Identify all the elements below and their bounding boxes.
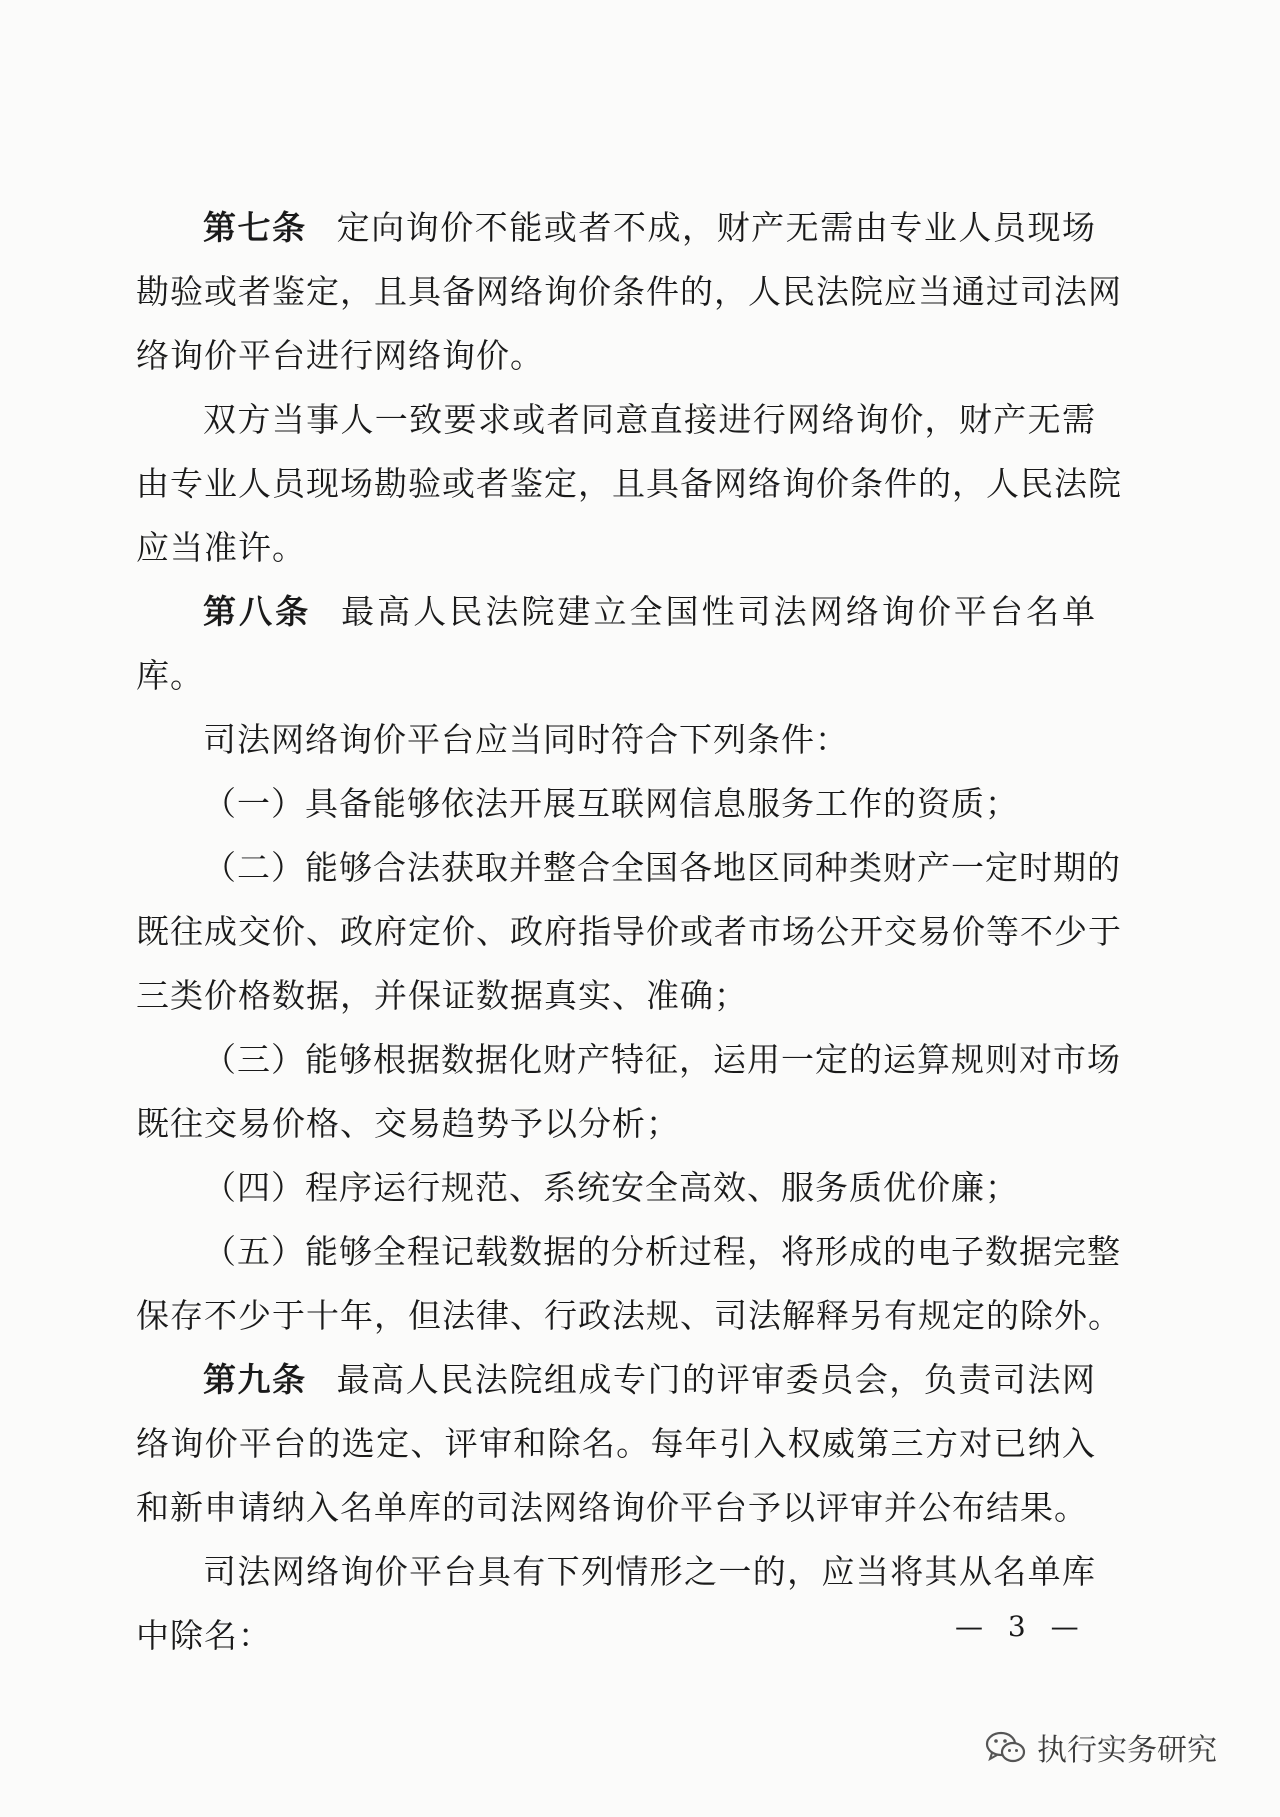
page-number: — 3 — bbox=[955, 1610, 1087, 1643]
paragraph-line bbox=[136, 324, 1096, 388]
line-text: （五）能够全程记载数据的分析过程，将形成的电子数据完整 bbox=[203, 1232, 1121, 1271]
line-text: 应当准许。 bbox=[136, 528, 306, 567]
paragraph-line bbox=[136, 772, 1096, 836]
line-text: 既往成交价、政府定价、政府指导价或者市场公开交易价等不少于 bbox=[136, 912, 1122, 951]
paragraph-line bbox=[136, 644, 1096, 708]
line-text: （二）能够合法获取并整合全国各地区同种类财产一定时期的 bbox=[203, 848, 1121, 887]
line-text: （四）程序运行规范、系统安全高效、服务质优价廉； bbox=[203, 1168, 1019, 1207]
paragraph-line bbox=[136, 1284, 1122, 1348]
paragraph-line bbox=[136, 1092, 1096, 1156]
article-heading: 第九条 bbox=[203, 1360, 307, 1399]
line-text: 勘验或者鉴定，且具备网络询价条件的，人民法院应当通过司法网 bbox=[136, 272, 1122, 311]
paragraph-line bbox=[136, 1220, 1121, 1284]
line-text: 保存不少于十年，但法律、行政法规、司法解释另有规定的除外。 bbox=[136, 1296, 1122, 1335]
line-text: 络询价平台的选定、评审和除名。每年引入权威第三方对已纳入 bbox=[136, 1424, 1096, 1463]
paragraph-line bbox=[136, 388, 1096, 452]
document-body bbox=[136, 196, 1122, 1668]
line-text: 中除名： bbox=[136, 1616, 272, 1655]
paragraph-line bbox=[136, 1540, 1096, 1604]
paragraph-line bbox=[136, 964, 1096, 1028]
line-text: 络询价平台进行网络询价。 bbox=[136, 336, 544, 375]
paragraph-line bbox=[136, 196, 1096, 260]
line-text: 司法网络询价平台具有下列情形之一的，应当将其从名单库 bbox=[203, 1552, 1096, 1591]
line-text: 由专业人员现场勘验或者鉴定，且具备网络询价条件的，人民法院 bbox=[136, 464, 1122, 503]
paragraph-line bbox=[136, 900, 1122, 964]
line-text: 最高人民法院建立全国性司法网络询价平台名单 bbox=[341, 592, 1097, 631]
article-heading: 第七条 bbox=[203, 208, 307, 247]
line-text: 司法网络询价平台应当同时符合下列条件： bbox=[203, 720, 849, 759]
paragraph-line bbox=[136, 260, 1122, 324]
line-text: 库。 bbox=[136, 656, 204, 695]
paragraph-line bbox=[136, 836, 1121, 900]
paragraph-line bbox=[136, 1604, 1096, 1668]
paragraph-line bbox=[136, 1156, 1096, 1220]
line-text: （三）能够根据数据化财产特征，运用一定的运算规则对市场 bbox=[203, 1040, 1121, 1079]
paragraph-line bbox=[136, 708, 1096, 772]
paragraph-line bbox=[136, 1028, 1121, 1092]
line-text: 三类价格数据，并保证数据真实、准确； bbox=[136, 976, 748, 1015]
paragraph-line bbox=[136, 1412, 1096, 1476]
paragraph-line bbox=[136, 1348, 1096, 1412]
paragraph-line bbox=[136, 516, 1096, 580]
line-text: 最高人民法院组成专门的评审委员会，负责司法网 bbox=[336, 1360, 1096, 1399]
paragraph-line bbox=[136, 452, 1122, 516]
line-text: （一）具备能够依法开展互联网信息服务工作的资质； bbox=[203, 784, 1019, 823]
wechat-icon bbox=[985, 1729, 1027, 1765]
article-heading: 第八条 bbox=[203, 592, 312, 631]
line-text: 双方当事人一致要求或者同意直接进行网络询价，财产无需 bbox=[203, 400, 1096, 439]
line-text: 既往交易价格、交易趋势予以分析； bbox=[136, 1104, 680, 1143]
paragraph-line bbox=[136, 1476, 1096, 1540]
line-text: 定向询价不能或者不成，财产无需由专业人员现场 bbox=[336, 208, 1096, 247]
watermark bbox=[985, 1725, 1217, 1769]
line-text: 和新申请纳入名单库的司法网络询价平台予以评审并公布结果。 bbox=[136, 1488, 1088, 1527]
paragraph-line bbox=[136, 580, 1096, 644]
watermark-text: 执行实务研究 bbox=[1037, 1733, 1217, 1768]
